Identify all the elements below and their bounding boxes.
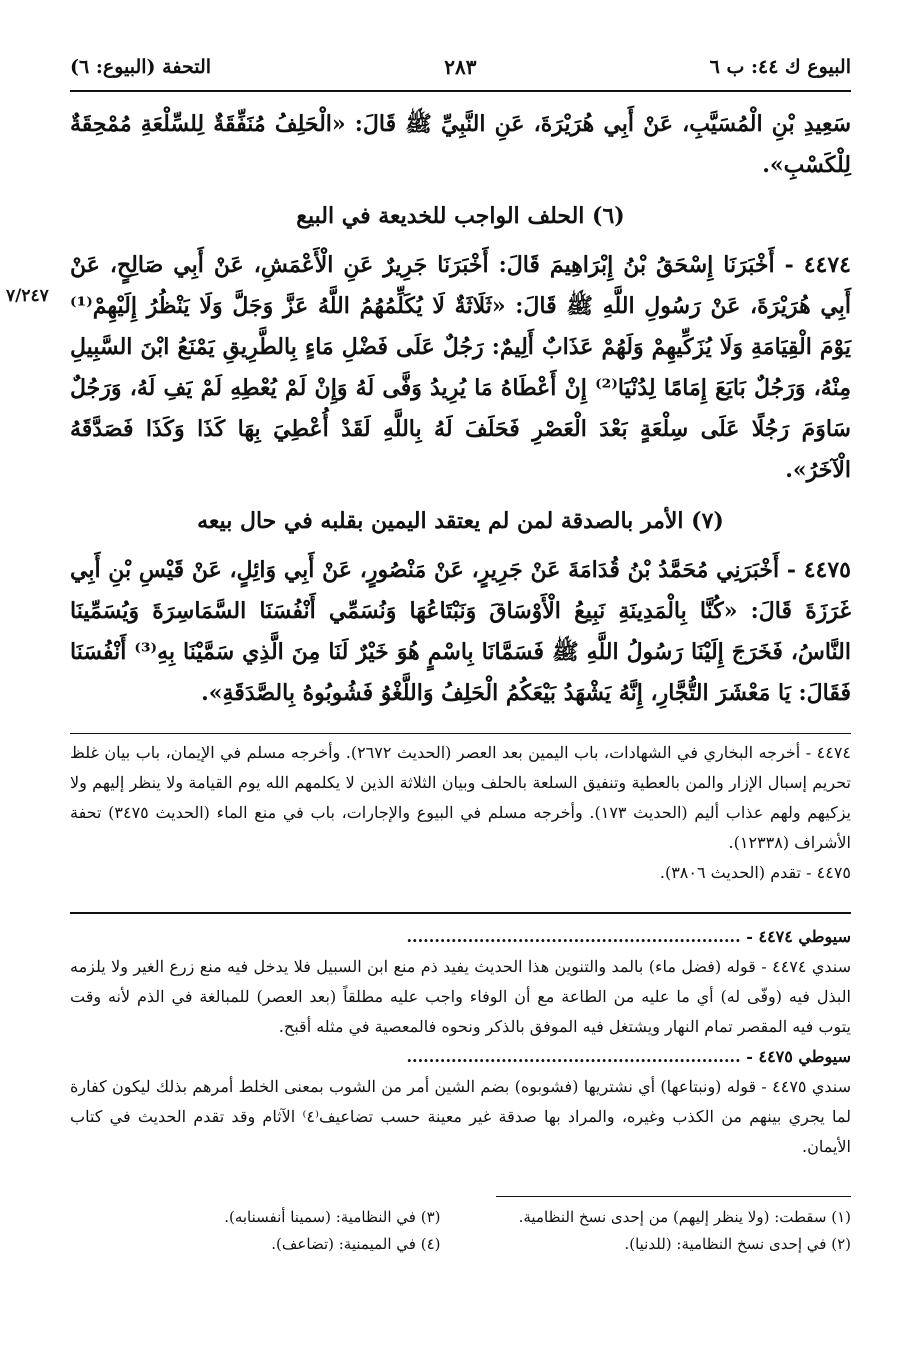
footnote-4: (٤) في الميمنية: (تضاعف). bbox=[271, 1235, 441, 1253]
sindi-4475: سندي ٤٤٧٥ - قوله (ونبتاعها) أي نشتريها (فشوبوه) بضم الشين أمر من الشوب بمعنى الخلط أمرهم بذلك ليكون كفارة لما يجري بينهم من الكذب وغيره، والمراد بها صدقة غير معينة حسب تضاعيف⁽٤⁾ الآثام وقد تقدم الحديث في كتاب الأيمان. bbox=[70, 1077, 852, 1156]
footnotes bbox=[70, 1204, 851, 1258]
commentary-rule bbox=[70, 912, 851, 914]
takhrij-4474: ٤٤٧٤ - أخرجه البخاري في الشهادات، باب اليمين بعد العصر (الحديث ٢٦٧٢). وأخرجه مسلم في الإيمان، باب بيان غلظ تحريم إسبال الإزار والمن بالعطية وتنفيق السلعة بالحلف وبيان الثلاثة الذين لا يكلمهم الله يوم القيامة ولا ينظر إليهم ولا يزكيهم ولهم عذاب أليم (الحديث ١٧٣). وأخرجه مسلم في البيوع والإجارات، باب في منع الماء (الحديث ٣٤٧٥) تحفة الأشراف (١٢٣٣٨). bbox=[70, 743, 851, 852]
page-header bbox=[70, 52, 851, 82]
main-text bbox=[70, 104, 851, 714]
page-number: ٢٨٣ bbox=[444, 55, 477, 79]
sindi-4474: سندي ٤٤٧٤ - قوله (فضل ماء) بالمد والتنوين هذا الحديث يفيد ذم منع ابن السبيل فلا يدخل فيه منع زرع الغير ولا يلزمه البذل فيه (وفّى له) أي ما عليه من الطاعة مع أن الوفاء واجب عليه مطلقاً (بعد العصر) للمبالغة في الذم لأنه وقت يتوب فيه المقصر تمام النهار ويشتغل فيه الموفق بالذكر ونحوه فالمعصية في مثله أقبح. bbox=[70, 957, 851, 1036]
header-rule bbox=[70, 90, 851, 92]
footnote-1: (١) سقطت: (ولا ينظر إليهم) من إحدى نسخ النظامية. bbox=[518, 1208, 851, 1226]
hadith-4474: ٤٤٧٤ - أَخْبَرَنَا إِسْحَقُ بْنُ إِبْرَاهِيمَ قَالَ: أَخْبَرَنَا جَرِيرٌ عَنِ الْأَعْمَشِ، عَنْ أَبِي صَالِحٍ، عَنْ أَبِي هُرَيْرَةَ، عَنْ رَسُولِ اللَّهِ ﷺ قَالَ: «ثَلَاثَةٌ لَا يُكَلِّمُهُمُ اللَّهُ عَزَّ وَجَلَّ وَلَا يَنْظُرُ إِلَيْهِمْ⁽¹⁾ يَوْمَ الْقِيَامَةِ وَلَا يُزَكِّيهِمْ وَلَهُمْ عَذَابٌ أَلِيمٌ: رَجُلٌ عَلَى فَضْلِ مَاءٍ بِالطَّرِيقِ يَمْنَعُ ابْنَ السَّبِيلِ مِنْهُ، وَرَجُلٌ بَايَعَ إِمَامًا لِدُنْيَا⁽²⁾ إِنْ أَعْطَاهُ مَا يُرِيدُ وَفَّى لَهُ وَإِنْ لَمْ يُعْطِهِ لَمْ يَفِ لَهُ، وَرَجُلٌ سَاوَمَ رَجُلًا عَلَى سِلْعَةٍ بَعْدَ الْعَصْرِ فَحَلَفَ لَهُ بِاللَّهِ لَقَدْ أُعْطِيَ بِهَا كَذَا وَكَذَا فَصَدَّقَهُ الْآخَرُ». bbox=[70, 252, 852, 483]
section-7-title: (٧) الأمر بالصدقة لمن لم يعتقد اليمين بقلبه في حال بيعه bbox=[197, 508, 724, 534]
section-6-title: (٦) الحلف الواجب للخديعة في البيع bbox=[296, 203, 625, 229]
takhrij-notes bbox=[70, 738, 851, 888]
footnote-3: (٣) في النظامية: (سمينا أنفسنابه). bbox=[224, 1208, 441, 1226]
suyuti-4475 bbox=[70, 1042, 851, 1072]
hadith-4475: ٤٤٧٥ - أَخْبَرَنِي مُحَمَّدُ بْنُ قُدَامَةَ عَنْ جَرِيرٍ، عَنْ مَنْصُورٍ، عَنْ أَبِي وَائِلٍ، عَنْ قَيْسِ بْنِ أَبِي غَرَزَةَ قَالَ: «كُنَّا بِالْمَدِينَةِ نَبِيعُ الْأَوْسَاقَ وَنَبْتَاعُهَا وَنُسَمِّي أَنْفُسَنَا السَّمَاسِرَةَ وَيُسَمِّينَا النَّاسُ، فَخَرَجَ إِلَيْنَا رَسُولُ اللَّهِ ﷺ فَسَمَّانَا بِاسْمٍ هُوَ خَيْرٌ لَنَا مِنَ الَّذِي سَمَّيْنَا بِهِ⁽³⁾ أَنْفُسَنَا فَقَالَ: يَا مَعْشَرَ التُّجَّارِ، إِنَّهُ يَشْهَدُ بَيْعَكُمُ الْحَلِفُ وَاللَّغْوُ فَشُوبُوهُ بِالصَّدَقَةِ». bbox=[70, 557, 851, 706]
suyuti-4474 bbox=[70, 922, 851, 952]
takhrij-4475: ٤٤٧٥ - تقدم (الحديث ٣٨٠٦). bbox=[659, 863, 851, 882]
footnote-rule bbox=[496, 1196, 851, 1197]
footnote-2: (٢) في إحدى نسخ النظامية: (للدنيا). bbox=[624, 1235, 851, 1253]
margin-reference: ٧/٢٤٧ bbox=[6, 286, 49, 306]
header-chapter-ref: البيوع ك ٤٤: ب ٦ bbox=[709, 56, 851, 78]
suyuti-4474-label: سيوطي ٤٤٧٤ - bbox=[746, 927, 851, 946]
commentary bbox=[70, 922, 851, 1162]
suyuti-4475-dots: ............................................................ bbox=[406, 1047, 741, 1066]
suyuti-4474-dots: ............................................................ bbox=[406, 927, 741, 946]
header-tuhfa-ref: التحفة (البيوع: ٦) bbox=[70, 56, 212, 78]
takhrij-rule bbox=[70, 733, 851, 734]
suyuti-4475-label: سيوطي ٤٤٧٥ - bbox=[746, 1047, 851, 1066]
hadith-intro: سَعِيدِ بْنِ الْمُسَيَّبِ، عَنْ أَبِي هُرَيْرَةَ، عَنِ النَّبِيِّ ﷺ قَالَ: «الْحَلِفُ مُنَفِّقَةٌ لِلسِّلْعَةِ مُمْحِقَةٌ لِلْكَسْبِ». bbox=[70, 111, 851, 178]
